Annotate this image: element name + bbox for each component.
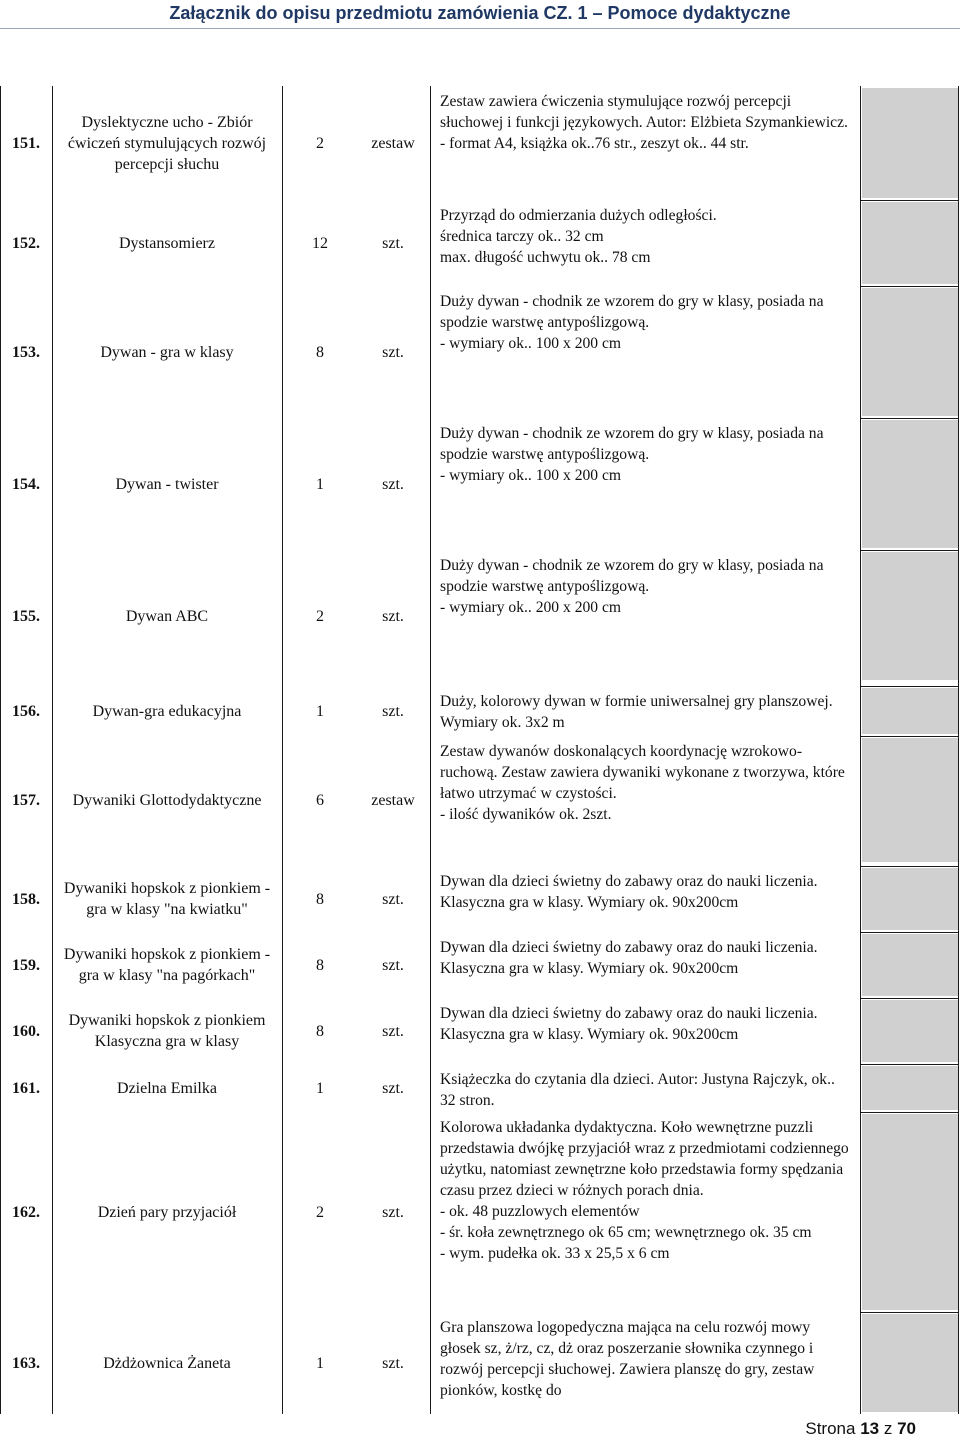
item-name: Dżdżownica Żaneta — [103, 1354, 231, 1372]
item-name: Dywan - gra w klasy — [100, 343, 234, 361]
item-name: Dyslektyczne ucho - Zbiór ćwiczeń stymulujących rozwój percepcji słuchu — [67, 113, 267, 173]
row-number: 157. — [12, 791, 40, 809]
item-quantity: 8 — [316, 343, 324, 361]
row-number: 151. — [12, 134, 40, 152]
item-description: Duży dywan - chodnik ze wzorem do gry w klasy, posiada na spodzie warstwę antypoślizgową. - wymiary ok.. 200 x 200 cm — [440, 557, 824, 616]
footer-page: 13 — [860, 1419, 880, 1438]
item-unit: szt. — [382, 1022, 404, 1040]
shaded-cell — [862, 1066, 958, 1110]
item-description: Zestaw dywanów doskonalących koordynację wzrokowo-ruchową. Zestaw zawiera dywaniki wykonane z tworzywa, które łatwo utrzymać w czystości. - ilość dywaników ok. 2szt. — [440, 743, 845, 823]
row-separator — [860, 550, 959, 551]
item-quantity: 12 — [312, 234, 328, 252]
item-unit: szt. — [382, 1079, 404, 1097]
item-unit: szt. — [382, 475, 404, 493]
item-unit: zestaw — [371, 791, 415, 809]
item-quantity: 2 — [316, 607, 324, 625]
item-unit: szt. — [382, 607, 404, 625]
item-quantity: 6 — [316, 791, 324, 809]
column-gridline — [0, 86, 1, 1414]
item-description: Gra planszowa logopedyczna mająca na celu rozwój mowy głosek sz, ż/rz, cz, dż oraz poszerzanie słownika czynnego i rozwój percepcji słuchowej. Zawiera planszę do gry, zestaw pionków, kostkę do — [440, 1319, 815, 1399]
row-separator — [860, 200, 959, 201]
item-description: Dywan dla dzieci świetny do zabawy oraz do nauki liczenia. Klasyczna gra w klasy. Wymiary ok. 90x200cm — [440, 939, 818, 977]
item-quantity: 1 — [316, 1079, 324, 1097]
shaded-cell — [862, 868, 958, 930]
item-unit: zestaw — [371, 134, 415, 152]
item-quantity: 2 — [316, 134, 324, 152]
row-number: 153. — [12, 343, 40, 361]
row-separator — [860, 418, 959, 419]
shaded-cell — [862, 552, 958, 680]
shaded-cell — [862, 1000, 958, 1062]
row-separator — [860, 998, 959, 999]
item-quantity: 8 — [316, 956, 324, 974]
row-number: 159. — [12, 956, 40, 974]
item-description: Dywan dla dzieci świetny do zabawy oraz do nauki liczenia. Klasyczna gra w klasy. Wymiary ok. 90x200cm — [440, 873, 818, 911]
item-unit: szt. — [382, 702, 404, 720]
column-gridline — [282, 86, 283, 1414]
item-name: Dzień pary przyjaciół — [97, 1203, 237, 1221]
shaded-cell — [862, 688, 958, 734]
row-number: 154. — [12, 475, 40, 493]
item-quantity: 1 — [316, 1354, 324, 1372]
item-name: Dywaniki hopskok z pionkiem - gra w klasy "na kwiatku" — [63, 880, 271, 918]
item-name: Dywaniki Glottodydaktyczne — [72, 791, 262, 809]
row-number: 158. — [12, 890, 40, 908]
row-separator — [860, 932, 959, 933]
row-separator — [860, 1312, 959, 1313]
item-description: Przyrząd do odmierzania dużych odległości. średnica tarczy ok.. 32 cm max. długość uchwytu ok.. 78 cm — [440, 207, 717, 266]
item-description: Dywan dla dzieci świetny do zabawy oraz do nauki liczenia. Klasyczna gra w klasy. Wymiary ok. 90x200cm — [440, 1005, 818, 1043]
shaded-cell — [862, 288, 958, 416]
row-number: 163. — [12, 1354, 40, 1372]
item-description: Duży, kolorowy dywan w formie uniwersalnej gry planszowej. Wymiary ok. 3x2 m — [440, 693, 833, 731]
shaded-cell — [862, 88, 958, 198]
row-separator — [860, 1064, 959, 1065]
footer-of: z — [883, 1419, 893, 1438]
row-separator — [860, 736, 959, 737]
item-unit: szt. — [382, 1203, 404, 1221]
row-separator — [860, 1112, 959, 1113]
row-separator — [860, 686, 959, 687]
shaded-cell — [862, 738, 958, 862]
header-rule — [0, 28, 960, 29]
item-name: Dystansomierz — [119, 234, 215, 252]
item-unit: szt. — [382, 1354, 404, 1372]
shaded-cell — [862, 1314, 958, 1412]
column-gridline — [52, 86, 53, 1414]
item-quantity: 1 — [316, 702, 324, 720]
row-separator — [860, 866, 959, 867]
item-name: Dywaniki hopskok z pionkiem - gra w klasy "na pagórkach" — [63, 946, 271, 984]
shaded-cell — [862, 420, 958, 548]
item-name: Dywan-gra edukacyjna — [92, 702, 242, 720]
item-unit: szt. — [382, 890, 404, 908]
item-name: Dywaniki hopskok z pionkiem Klasyczna gra w klasy — [68, 1012, 266, 1050]
row-number: 160. — [12, 1022, 40, 1040]
item-unit: szt. — [382, 956, 404, 974]
row-number: 152. — [12, 234, 40, 252]
page-footer — [805, 1418, 916, 1440]
row-number: 161. — [12, 1079, 40, 1097]
item-quantity: 2 — [316, 1203, 324, 1221]
row-number: 162. — [12, 1203, 40, 1221]
shaded-cell — [862, 1114, 958, 1310]
footer-label: Strona — [805, 1419, 856, 1438]
row-number: 155. — [12, 607, 40, 625]
footer-total: 70 — [897, 1419, 916, 1438]
item-quantity: 8 — [316, 1022, 324, 1040]
item-name: Dywan - twister — [115, 475, 219, 493]
item-description: Duży dywan - chodnik ze wzorem do gry w klasy, posiada na spodzie warstwę antypoślizgową. - wymiary ok.. 100 x 200 cm — [440, 425, 824, 484]
row-number: 156. — [12, 702, 40, 720]
item-name: Dywan ABC — [125, 607, 209, 625]
shaded-cell — [862, 202, 958, 284]
page-header: Załącznik do opisu przedmiotu zamówienia CZ. 1 – Pomoce dydaktyczne — [169, 3, 791, 23]
item-description: Zestaw zawiera ćwiczenia stymulujące rozwój percepcji słuchowej i funkcji językowych. Autor: Elżbieta Szymankiewicz. - format A4, książka ok..76 str., zeszyt ok.. 44 str. — [440, 93, 848, 152]
item-description: Książeczka do czytania dla dzieci. Autor: Justyna Rajczyk, ok.. 32 stron. — [440, 1071, 835, 1109]
row-separator — [860, 286, 959, 287]
item-quantity: 1 — [316, 475, 324, 493]
item-description: Duży dywan - chodnik ze wzorem do gry w klasy, posiada na spodzie warstwę antypoślizgową. - wymiary ok.. 100 x 200 cm — [440, 293, 824, 352]
item-unit: szt. — [382, 234, 404, 252]
item-unit: szt. — [382, 343, 404, 361]
item-name: Dzielna Emilka — [117, 1079, 217, 1097]
item-description: Kolorowa układanka dydaktyczna. Koło wewnętrzne puzzli przedstawia dwójkę przyjaciół wraz z przedmiotami codziennego użytku, natomiast zewnętrzne koło przedstawia formy spędzania czasu przez dzieci w różnych porach dnia. - ok. 48 puzzlowych elementów - śr. koła zewnętrznego ok 65 cm; wewnętrznego ok. 35 cm - wym. pudełka ok. 33 x 25,5 x 6 cm — [440, 1119, 849, 1262]
item-quantity: 8 — [316, 890, 324, 908]
shaded-cell — [862, 934, 958, 996]
